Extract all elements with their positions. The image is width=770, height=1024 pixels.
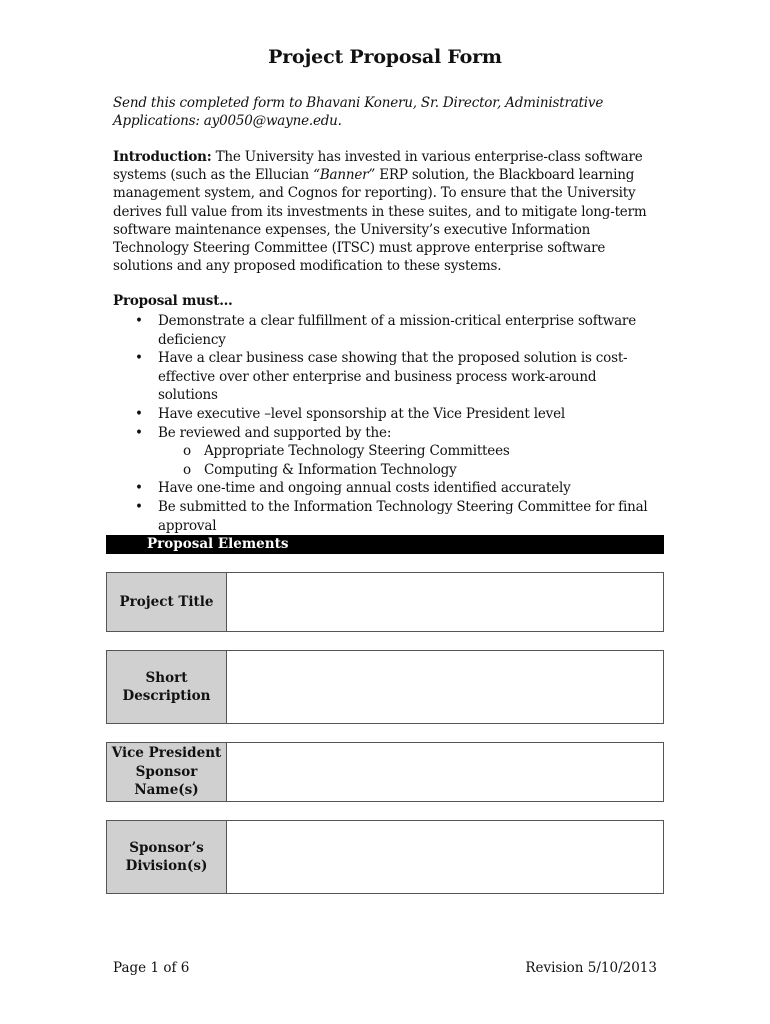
- introduction-paragraph: [113, 148, 658, 275]
- sub-list-item: o Computing & Information Technology: [183, 461, 457, 478]
- circle-bullet-icon: o: [183, 443, 191, 460]
- vp-sponsor-row: [106, 742, 664, 802]
- introduction-text-after: ERP solution, the Blackboard learning management system, and Cognos for reporting). To ensure that the University derives full value from its investments in these suites, and to mitigate long-term software maintenance expenses, the University’s executive Information Technology Steering Committee (ITSC) must approve enterprise software solutions and any proposed modification to these systems.: [113, 167, 647, 275]
- introduction-label: Introduction:: [113, 149, 212, 165]
- sponsor-division-field[interactable]: [227, 821, 663, 893]
- list-item: • Have executive –level sponsorship at the Vice President level: [135, 405, 565, 422]
- bullet-icon: •: [135, 424, 143, 441]
- vp-sponsor-field[interactable]: [227, 743, 663, 801]
- page-title: Project Proposal Form: [268, 46, 502, 68]
- bullet-icon: •: [135, 350, 143, 367]
- send-instructions: Send this completed form to Bhavani Koneru, Sr. Director, Administrative Applications: ay0050@wayne.edu.: [113, 95, 604, 129]
- sponsor-division-row: [106, 820, 664, 894]
- introduction-banner: “Banner”: [313, 167, 376, 184]
- project-title-row: [106, 572, 664, 632]
- bullet-icon: •: [135, 480, 143, 497]
- vp-sponsor-label: Vice President Sponsor Name(s): [107, 743, 227, 801]
- introduction-text-before: The University has invested in various enterprise-class software systems (such as the Ellucian: [113, 149, 643, 184]
- bullet-icon: •: [135, 313, 143, 329]
- list-item: • Have one-time and ongoing annual costs identified accurately: [135, 480, 571, 497]
- bullet-icon: •: [135, 498, 143, 515]
- requirements-list: [113, 312, 653, 535]
- project-title-label: Project Title: [107, 573, 227, 631]
- short-description-row: [106, 650, 664, 724]
- proposal-must-heading: Proposal must…: [113, 293, 233, 309]
- short-description-field[interactable]: [227, 651, 663, 723]
- list-item: • Have a clear business case showing that the proposed solution is cost-effective over other enterprise and business process work-around solutions: [135, 350, 628, 404]
- proposal-elements-header: [106, 535, 664, 554]
- bullet-icon: •: [135, 405, 143, 422]
- list-item: • Demonstrate a clear fulfillment of a mission-critical enterprise software deficiency: [135, 313, 636, 348]
- list-item: • Be submitted to the Information Technology Steering Committee for final approval: [135, 498, 648, 534]
- proposal-elements-title: Proposal Elements: [147, 536, 289, 552]
- circle-bullet-icon: o: [183, 461, 191, 478]
- list-item: • Be reviewed and supported by the:: [135, 424, 392, 441]
- revision-date: Revision 5/10/2013: [525, 960, 657, 976]
- sub-list-item: o Appropriate Technology Steering Committees: [183, 443, 510, 460]
- sponsor-division-label: Sponsor’s Division(s): [107, 821, 227, 893]
- short-description-label: Short Description: [107, 651, 227, 723]
- page-number: Page 1 of 6: [113, 960, 190, 976]
- project-title-field[interactable]: [227, 573, 663, 631]
